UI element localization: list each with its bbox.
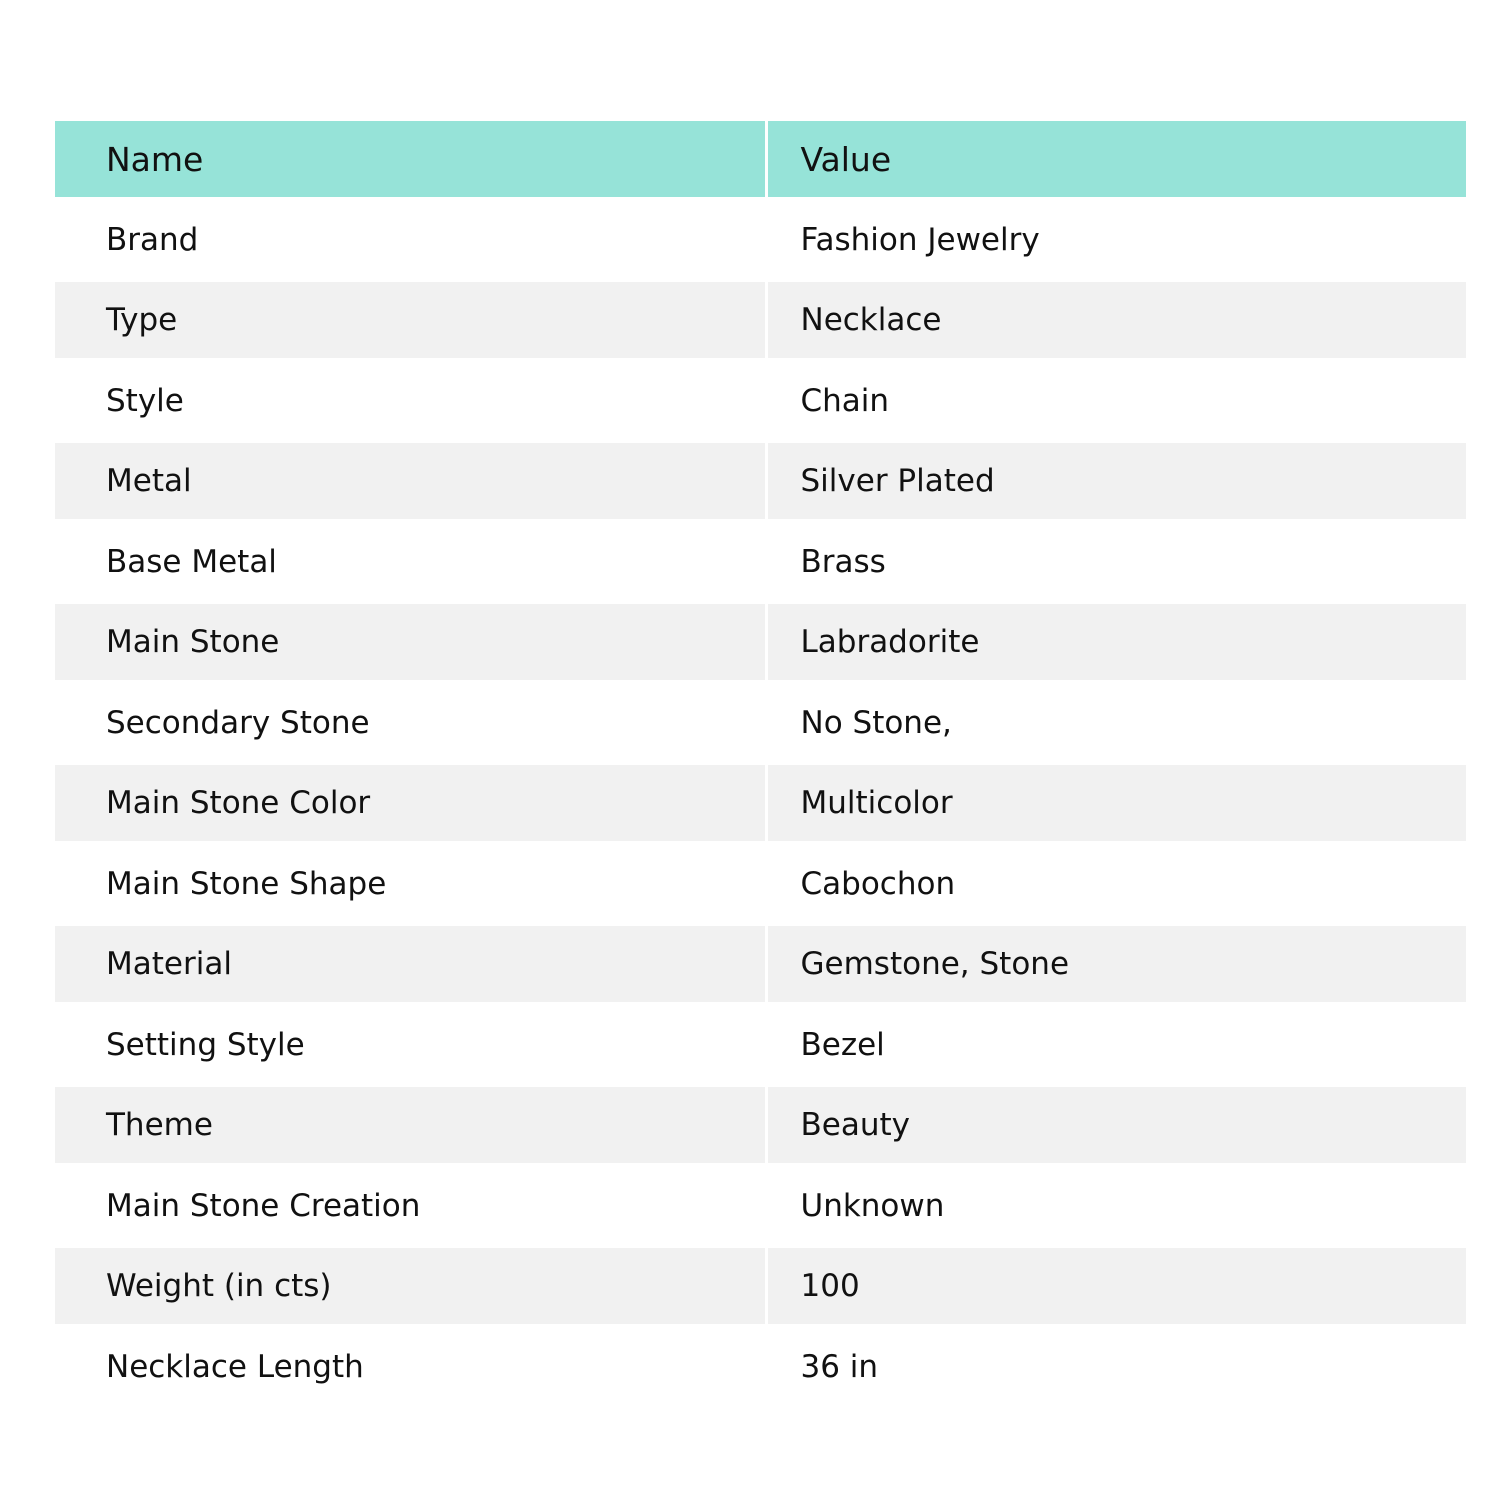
- row-value-cell: Unknown: [766, 1163, 1466, 1248]
- row-value-cell: Brass: [766, 519, 1466, 604]
- row-value-cell: Labradorite: [766, 604, 1466, 680]
- table-row: [55, 1324, 1466, 1409]
- row-value-cell: Cabochon: [766, 841, 1466, 926]
- table-row: [55, 282, 1466, 358]
- row-name-cell: Material: [55, 926, 766, 1002]
- table-row: [55, 1087, 1466, 1163]
- table-row: [55, 680, 1466, 765]
- header-row: [55, 121, 1466, 197]
- header-value: Value: [766, 121, 1466, 197]
- row-name-cell: Main Stone Color: [55, 765, 766, 841]
- table-row: [55, 765, 1466, 841]
- table-row: [55, 358, 1466, 443]
- row-name-cell: Metal: [55, 443, 766, 519]
- row-name-cell: Brand: [55, 197, 766, 282]
- table-row: [55, 604, 1466, 680]
- row-name-cell: Main Stone: [55, 604, 766, 680]
- spec-table: [55, 121, 1466, 1409]
- table-row: [55, 1248, 1466, 1324]
- table-row: [55, 443, 1466, 519]
- row-name-cell: Setting Style: [55, 1002, 766, 1087]
- row-name-cell: Weight (in cts): [55, 1248, 766, 1324]
- table-row: [55, 926, 1466, 1002]
- row-value-cell: Multicolor: [766, 765, 1466, 841]
- row-name-cell: Theme: [55, 1087, 766, 1163]
- row-value-cell: Silver Plated: [766, 443, 1466, 519]
- row-value-cell: Necklace: [766, 282, 1466, 358]
- row-value-cell: Beauty: [766, 1087, 1466, 1163]
- row-value-cell: No Stone,: [766, 680, 1466, 765]
- table-body: [55, 197, 1466, 1409]
- row-name-cell: Secondary Stone: [55, 680, 766, 765]
- row-value-cell: 100: [766, 1248, 1466, 1324]
- row-value-cell: Fashion Jewelry: [766, 197, 1466, 282]
- row-value-cell: Gemstone, Stone: [766, 926, 1466, 1002]
- header-name: Name: [55, 121, 766, 197]
- row-name-cell: Base Metal: [55, 519, 766, 604]
- table-header: [55, 121, 1466, 197]
- row-name-cell: Style: [55, 358, 766, 443]
- table-row: [55, 519, 1466, 604]
- row-value-cell: Bezel: [766, 1002, 1466, 1087]
- row-name-cell: Necklace Length: [55, 1324, 766, 1409]
- row-name-cell: Main Stone Shape: [55, 841, 766, 926]
- table-row: [55, 841, 1466, 926]
- row-name-cell: Main Stone Creation: [55, 1163, 766, 1248]
- table-row: [55, 197, 1466, 282]
- row-value-cell: 36 in: [766, 1324, 1466, 1409]
- table-row: [55, 1002, 1466, 1087]
- table-row: [55, 1163, 1466, 1248]
- row-value-cell: Chain: [766, 358, 1466, 443]
- row-name-cell: Type: [55, 282, 766, 358]
